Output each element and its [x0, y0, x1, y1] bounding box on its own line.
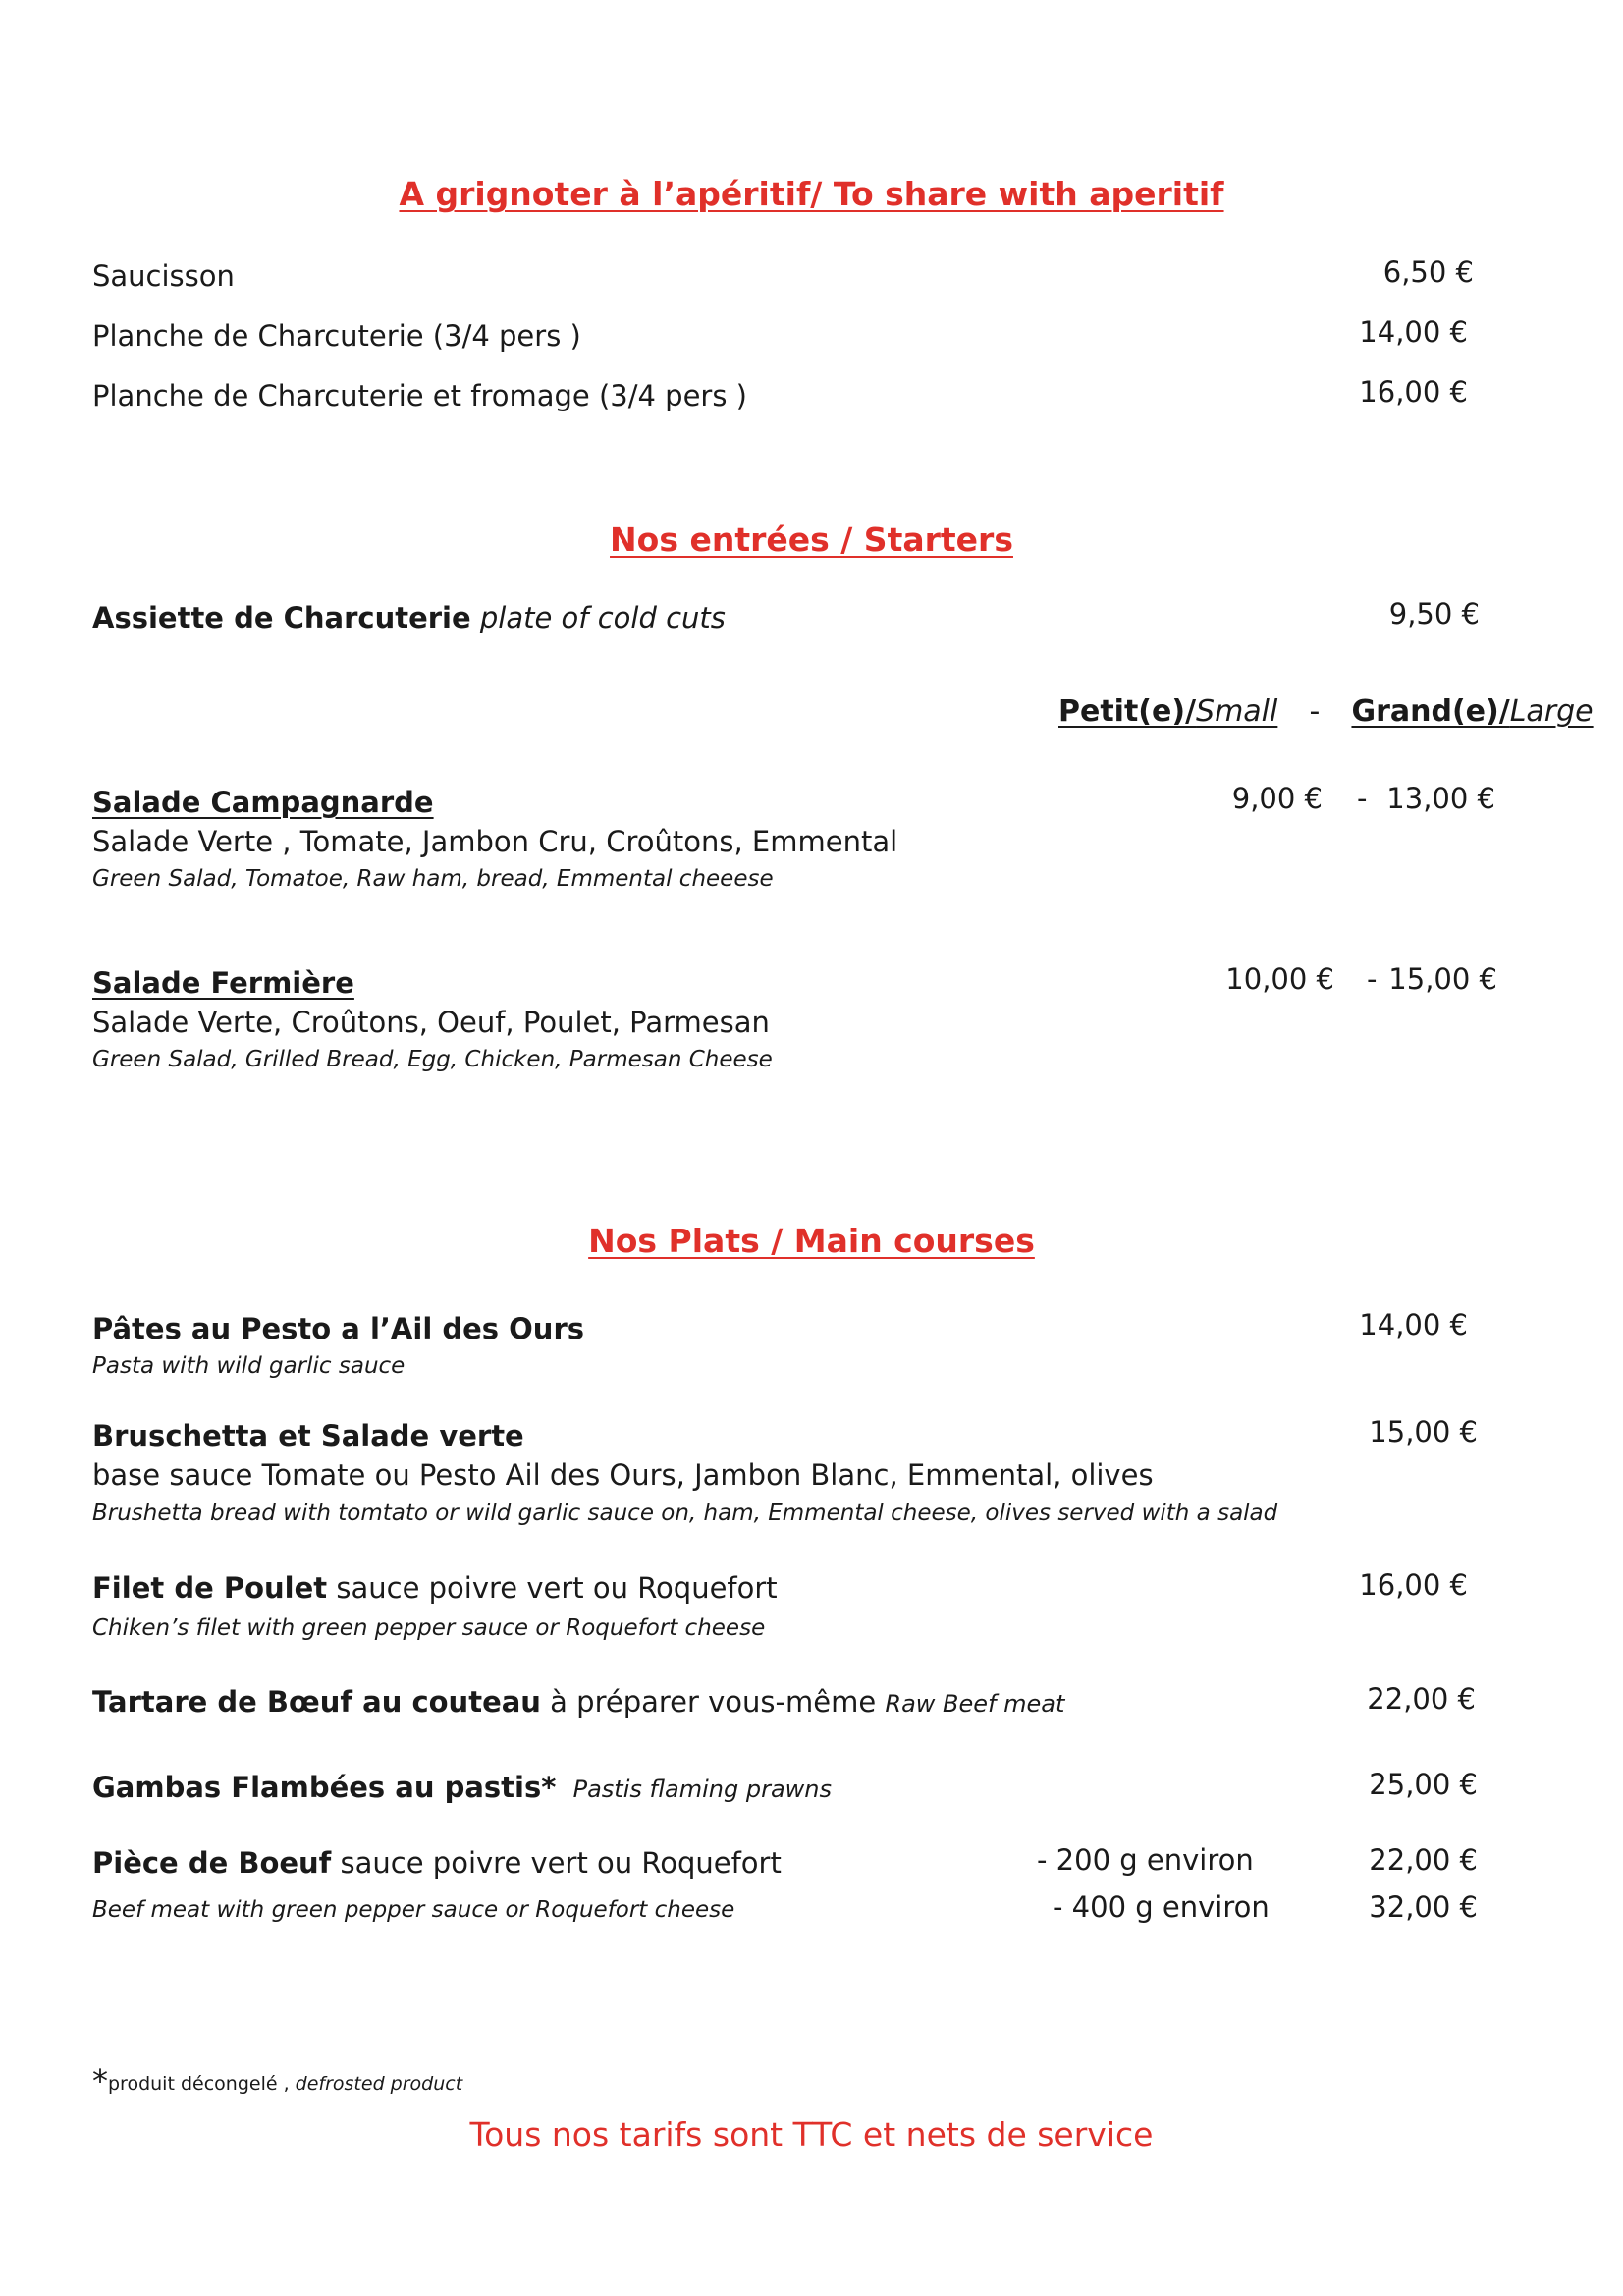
item-name-bruschetta: Bruschetta et Salade verte	[92, 1419, 524, 1452]
item-desc-fr-salade-campagnarde: Salade Verte , Tomate, Jambon Cru, Croûtons, Emmental	[92, 825, 898, 858]
item-desc-en-bruschetta: Brushetta bread with tomtato or wild garlic sauce on, ham, Emmental cheese, olives served with a salad	[92, 1501, 1278, 1526]
item-name-salade-fermiere: Salade Fermière	[92, 966, 354, 1000]
footer-note: Tous nos tarifs sont TTC et nets de service	[469, 2115, 1154, 2154]
item-name-saucisson: Saucisson	[92, 259, 235, 293]
size-small-fr: Petit(e)/	[1058, 694, 1197, 729]
item-name-pates: Pâtes au Pesto a l’Ail des Ours	[92, 1312, 585, 1345]
item-size2-boeuf: - 400 g environ	[1053, 1890, 1270, 1924]
section-title-starters: Nos entrées / Starters	[610, 520, 1013, 559]
item-desc-fr-salade-fermiere: Salade Verte, Croûtons, Oeuf, Poulet, Parmesan	[92, 1006, 770, 1039]
item-price-bruschetta: 15,00 €	[1369, 1415, 1478, 1449]
footnote	[92, 2062, 462, 2100]
item-name-tartare: Tartare de Bœuf au couteau	[92, 1685, 541, 1719]
item-name-poulet: Filet de Poulet	[92, 1571, 328, 1605]
item-name-gambas: Gambas Flambées au pastis*	[92, 1771, 557, 1804]
item-desc-en-salade-campagnarde: Green Salad, Tomatoe, Raw ham, bread, Emmental cheeese	[92, 866, 774, 892]
item-boeuf	[92, 1846, 782, 1880]
item-desc-fr-poulet: sauce poivre vert ou Roquefort	[327, 1571, 778, 1605]
item-assiette-charcuterie	[92, 601, 726, 634]
item-name-planche-charcuterie: Planche de Charcuterie (3/4 pers )	[92, 319, 581, 353]
item-price-large-campagnarde: 13,00 €	[1386, 782, 1495, 815]
item-price-saucisson: 6,50 €	[1382, 255, 1474, 289]
item-desc-en-salade-fermiere: Green Salad, Grilled Bread, Egg, Chicken, Parmesan Cheese	[92, 1047, 773, 1072]
item-price-large-fermiere: 15,00 €	[1388, 962, 1497, 996]
item-desc-gambas: Pastis flaming prawns	[572, 1776, 833, 1803]
item-name-planche-fromage: Planche de Charcuterie et fromage (3/4 pers )	[92, 379, 747, 412]
section-title-aperitif: A grignoter à l’apéritif/ To share with aperitif	[399, 175, 1224, 213]
item-price-pates: 14,00 €	[1359, 1308, 1468, 1341]
item-desc-en-poulet: Chiken’s filet with green pepper sauce or Roquefort cheese	[92, 1615, 766, 1641]
item-name-boeuf: Pièce de Boeuf	[92, 1846, 332, 1880]
item-price-planche-fromage: 16,00 €	[1359, 375, 1468, 409]
item-desc-fr-tartare: à préparer vous-même	[540, 1685, 886, 1719]
item-price-small-fermiere: 10,00 €	[1225, 962, 1334, 996]
item-price-sep-campagnarde: -	[1357, 782, 1368, 815]
item-price1-boeuf: 22,00 €	[1369, 1843, 1478, 1877]
section-title-mains: Nos Plats / Main courses	[588, 1222, 1035, 1260]
item-desc-fr-boeuf: sauce poivre vert ou Roquefort	[331, 1846, 782, 1880]
item-desc-en-boeuf: Beef meat with green pepper sauce or Roquefort cheese	[92, 1897, 735, 1923]
item-price-gambas: 25,00 €	[1369, 1768, 1478, 1801]
size-header	[1058, 694, 1594, 729]
item-gambas	[92, 1771, 832, 1804]
footnote-star: *	[92, 2062, 108, 2100]
item-desc-pates: Pasta with wild garlic sauce	[92, 1353, 406, 1379]
size-separator: -	[1309, 694, 1321, 729]
item-size1-boeuf: - 200 g environ	[1037, 1843, 1254, 1877]
item-name-assiette: Assiette de Charcuterie	[92, 601, 471, 634]
item-desc-assiette: plate of cold cuts	[479, 601, 726, 634]
item-price2-boeuf: 32,00 €	[1369, 1890, 1478, 1924]
item-name-salade-campagnarde: Salade Campagnarde	[92, 786, 434, 819]
item-price-sep-fermiere: -	[1367, 962, 1378, 996]
item-poulet	[92, 1571, 778, 1605]
size-large-en: Large	[1509, 694, 1594, 729]
footnote-en: defrosted product	[295, 2073, 463, 2095]
item-price-small-campagnarde: 9,00 €	[1231, 782, 1323, 815]
item-price-poulet: 16,00 €	[1359, 1568, 1468, 1602]
item-price-planche-charcuterie: 14,00 €	[1359, 315, 1468, 349]
footnote-fr: produit décongelé ,	[108, 2073, 296, 2095]
size-small-en: Small	[1196, 694, 1278, 729]
item-tartare	[92, 1685, 1064, 1719]
item-price-tartare: 22,00 €	[1367, 1682, 1476, 1716]
item-desc-en-tartare: Raw Beef meat	[885, 1690, 1065, 1718]
item-price-assiette: 9,50 €	[1388, 597, 1480, 630]
item-desc-fr-bruschetta: base sauce Tomate ou Pesto Ail des Ours, Jambon Blanc, Emmental, olives	[92, 1458, 1154, 1492]
size-large-fr: Grand(e)/	[1351, 694, 1510, 729]
